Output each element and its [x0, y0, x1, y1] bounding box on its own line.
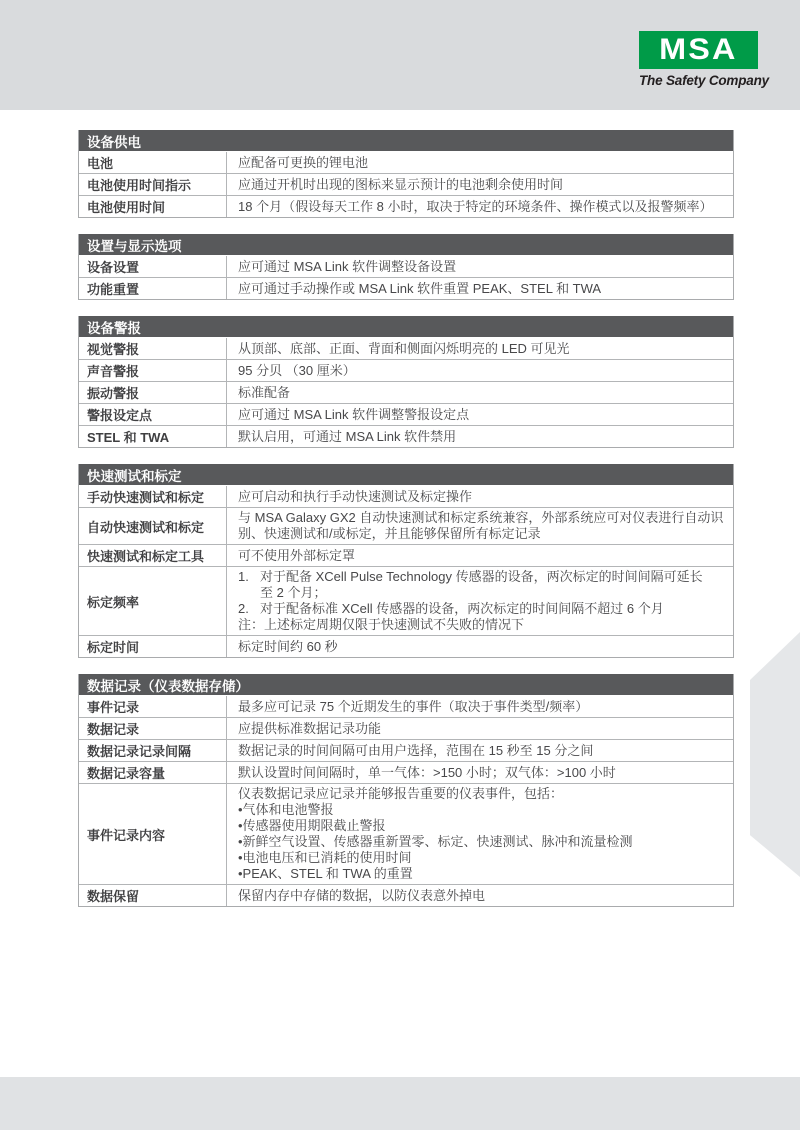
list-marker: 1.: [238, 569, 249, 584]
section-header: 设置与显示选项: [79, 234, 733, 256]
table-row: [79, 762, 733, 784]
row-value: 应提供标准数据记录功能: [238, 721, 382, 736]
table-row: [79, 404, 733, 426]
bullet-line: [238, 866, 727, 882]
list-marker: 2.: [238, 601, 249, 616]
section-header: 设备供电: [79, 130, 733, 152]
list-text: •PEAK、STEL 和 TWA 的重置: [238, 866, 413, 881]
table-row: [79, 152, 733, 174]
spec-table-data-logging: [78, 674, 734, 907]
list-text: 仪表数据记录应记录并能够报告重要的仪表事件，包括：: [238, 786, 564, 801]
row-label: 警报设定点: [79, 404, 227, 425]
row-label: 数据记录容量: [79, 762, 227, 783]
row-value: 标定时间约 60 秒: [238, 639, 338, 654]
row-value: 标准配备: [238, 385, 291, 400]
list-text: •传感器使用期限截止警报: [238, 818, 386, 833]
table-row: [79, 696, 733, 718]
bullet-line: [238, 802, 727, 818]
row-value-calibration-frequency: [227, 567, 733, 635]
table-row: [79, 360, 733, 382]
row-value: 95 分贝 （30 厘米）: [238, 363, 356, 378]
spec-sheet-content: [78, 130, 734, 923]
spec-table-settings-display: [78, 234, 734, 300]
row-value: 最多应可记录 75 个近期发生的事件（取决于事件类型/频率）: [238, 699, 589, 714]
list-item-continuation: [238, 585, 727, 601]
list-text: •气体和电池警报: [238, 802, 334, 817]
row-label: 事件记录内容: [79, 784, 227, 884]
table-row: [79, 885, 733, 906]
row-label: 数据记录记录间隔: [79, 740, 227, 761]
row-label: 事件记录: [79, 696, 227, 717]
list-text: 对于配备 XCell Pulse Technology 传感器的设备，两次标定的时间间隔可延长: [260, 569, 703, 584]
row-label: 电池使用时间: [79, 196, 227, 217]
table-row: [79, 636, 733, 657]
row-value: 应可通过 MSA Link 软件调整警报设定点: [238, 407, 470, 422]
section-header: 数据记录（仪表数据存储）: [79, 674, 733, 696]
spec-table-device-alarms: [78, 316, 734, 448]
row-value: 与 MSA Galaxy GX2 自动快速测试和标定系统兼容，外部系统应可对仪表进行自动识别、快速测试和/或标定，并且能够保留所有标定记录: [238, 510, 724, 541]
list-text: •电池电压和已消耗的使用时间: [238, 850, 412, 865]
table-row: [79, 545, 733, 567]
row-value: 应可启动和执行手动快速测试及标定操作: [238, 489, 473, 504]
table-row: [79, 508, 733, 545]
table-row: [79, 382, 733, 404]
list-text: •新鲜空气设置、传感器重新置零、标定、快速测试、脉冲和流量检测: [238, 834, 633, 849]
section-header: 快速测试和标定: [79, 464, 733, 486]
table-row: [79, 174, 733, 196]
section-header: 设备警报: [79, 316, 733, 338]
row-label: 电池使用时间指示: [79, 174, 227, 195]
row-value: 应通过开机时出现的图标来显示预计的电池剩余使用时间: [238, 177, 564, 192]
row-label: 自动快速测试和标定: [79, 508, 227, 544]
event-log-intro-line: [238, 786, 727, 802]
spec-table-bump-test-calibration: [78, 464, 734, 658]
table-row: [79, 338, 733, 360]
row-label: 快速测试和标定工具: [79, 545, 227, 566]
msa-logo-box: [639, 31, 758, 69]
list-note: [238, 617, 727, 633]
row-label: 设备设置: [79, 256, 227, 277]
row-value: 保留内存中存储的数据，以防仪表意外掉电: [238, 888, 486, 903]
list-item: [238, 569, 727, 585]
list-item: [238, 601, 727, 617]
row-label: 数据记录: [79, 718, 227, 739]
hexagon-decoration: [750, 632, 800, 877]
row-value-event-log-contents: [227, 784, 733, 884]
table-row: [79, 196, 733, 217]
table-row: [79, 486, 733, 508]
list-marker: [238, 585, 260, 601]
row-value: 默认设置时间间隔时，单一气体：>150 小时；双气体：>100 小时: [238, 765, 616, 780]
row-value: 应可通过 MSA Link 软件调整设备设置: [238, 259, 457, 274]
row-label: 标定频率: [79, 567, 227, 635]
table-row: [79, 718, 733, 740]
bullet-line: [238, 850, 727, 866]
bullet-line: [238, 834, 727, 850]
table-row: [79, 740, 733, 762]
row-label: 数据保留: [79, 885, 227, 906]
row-value: 数据记录的时间间隔可由用户选择，范围在 15 秒至 15 分之间: [238, 743, 594, 758]
spec-table-device-power: [78, 130, 734, 218]
table-row: [79, 278, 733, 299]
row-value: 应配备可更换的锂电池: [238, 155, 369, 170]
list-text: 对于配备标准 XCell 传感器的设备，两次标定的时间间隔不超过 6 个月: [260, 601, 664, 616]
table-row: [79, 426, 733, 447]
row-value: 可不使用外部标定罩: [238, 548, 356, 563]
row-label: 标定时间: [79, 636, 227, 657]
table-row: [79, 784, 733, 885]
list-text: 至 2 个月；: [260, 585, 327, 600]
row-value: 默认启用，可通过 MSA Link 软件禁用: [238, 429, 457, 444]
row-label: 视觉警报: [79, 338, 227, 359]
row-label: 功能重置: [79, 278, 227, 299]
row-label: 电池: [79, 152, 227, 173]
table-row: [79, 256, 733, 278]
row-label: STEL 和 TWA: [79, 426, 227, 447]
bullet-line: [238, 818, 727, 834]
row-value: 18 个月（假设每天工作 8 小时，取决于特定的环境条件、操作模式以及报警频率）: [238, 199, 713, 214]
msa-logo: [639, 31, 769, 88]
row-label: 手动快速测试和标定: [79, 486, 227, 507]
footer-gray-band: [0, 1077, 800, 1130]
row-value: 应可通过手动操作或 MSA Link 软件重置 PEAK、STEL 和 TWA: [238, 281, 602, 296]
row-label: 声音警报: [79, 360, 227, 381]
msa-logo-text: MSA: [659, 33, 738, 66]
row-label: 振动警报: [79, 382, 227, 403]
table-row: [79, 567, 733, 636]
msa-logo-tagline: The Safety Company: [639, 73, 769, 88]
list-text: 注：上述标定周期仅限于快速测试不失败的情况下: [238, 617, 525, 632]
row-value: 从顶部、底部、正面、背面和侧面闪烁明亮的 LED 可见光: [238, 341, 570, 356]
